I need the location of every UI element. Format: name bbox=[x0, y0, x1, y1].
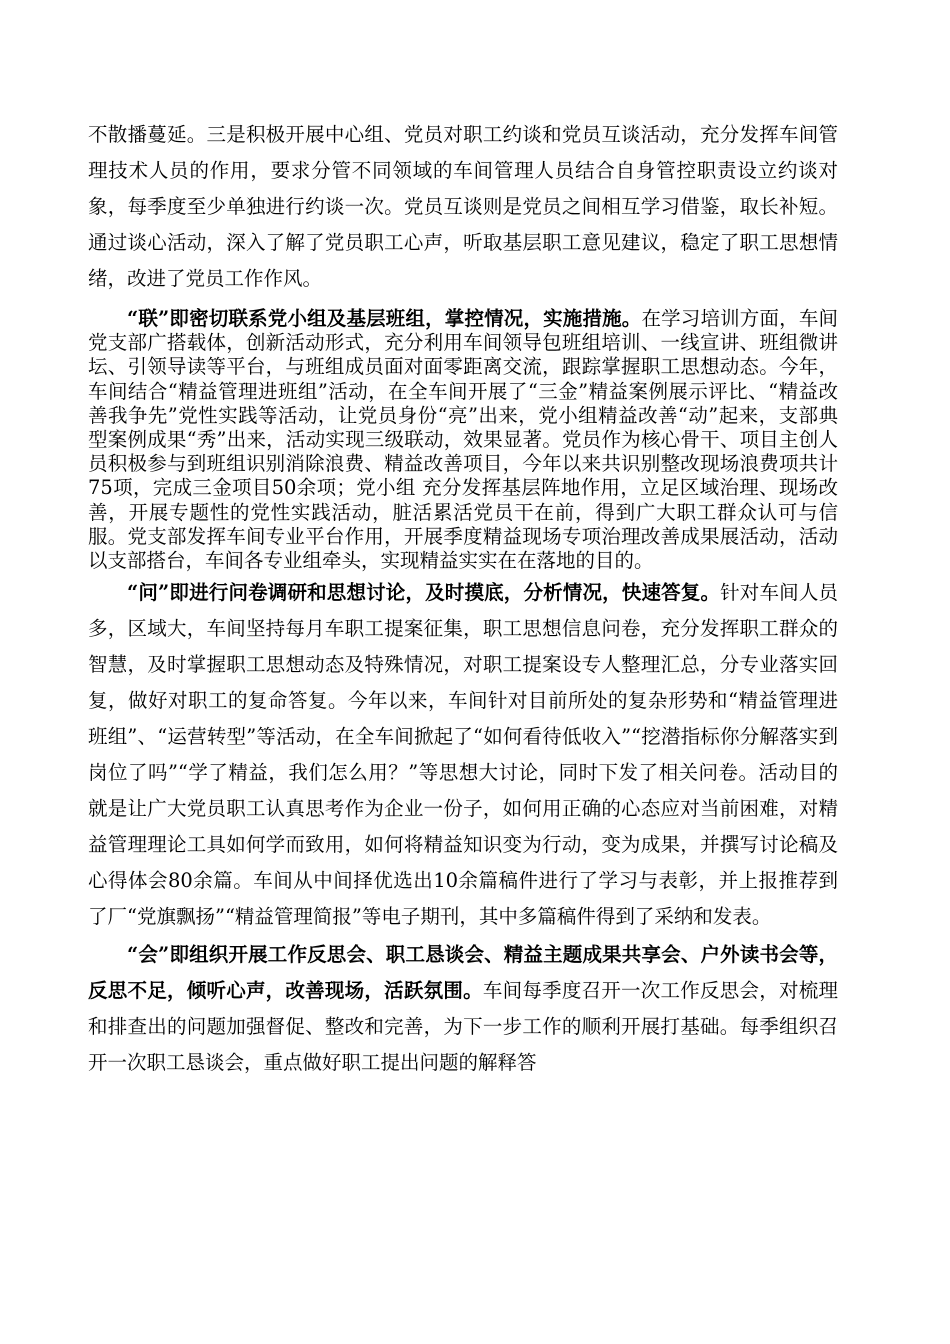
paragraph-wen bbox=[88, 575, 838, 935]
paragraph-text: 车间每季度召开一次工作反思会，对梳理和排查出的问题加强督促、整改和完善，为下一步工作的顺利开展打基础。每季组织召开一次职工恳谈会，重点做好职工提出问题的解释答 bbox=[88, 979, 838, 1075]
paragraph-lead-heading: “问”即进行问卷调研和思想讨论，及时摸底，分析情况，快速答复。 bbox=[127, 581, 721, 605]
paragraph-text: 在学习培训方面，车间党支部广搭载体，创新活动形式，充分利用车间领导包班组培训、一线宣讲、班组微讲坛、引领导读等平台，与班组成员面对面零距离交流，跟踪掌握职工思想动态。今年，车间结合“精益管理进班组”活动，在全车间开展了“三金”精益案例展示评比、“精益改善我争先”党性实践等活动，让党员身份“亮”出来，党小组精益改善“动”起来，支部典型案例成果“秀”出来，活动实现三级联动，效果显著。党员作为核心骨干、项目主创人员积极参与到班组识别消除浪费、精益改善项目，今年以来共识别整改现场浪费项共计75项，完成三金项目50余项；党小组 充分发挥基层阵地作用，立足区域治理、现场改善，开展专题性的党性实践活动，脏活累活党员干在前，得到广大职工群众认可与信服。党支部发挥车间专业平台作用，开展季度精益现场专项治理改善成果展活动，活动以支部搭台，车间各专业组牵头，实现精益实实在在落地的目的。 bbox=[88, 307, 838, 573]
paragraph-lead-heading: “会”即组织开展工作反思会、职工恳谈会、精益主题成果共享会、户外读书会等，反思不足，倾听心声，改善现场，活跃氛围。 bbox=[88, 943, 838, 1003]
paragraph-hui bbox=[88, 937, 838, 1081]
paragraph-lead-heading: “联”即密切联系党小组及基层班组，掌控情况，实施措施。 bbox=[127, 307, 642, 330]
paragraph-text: 不散播蔓延。三是积极开展中心组、党员对职工约谈和党员互谈活动，充分发挥车间管理技术人员的作用，要求分管不同领域的车间管理人员结合自身管控职责设立约谈对象，每季度至少单独进行约谈一次。党员互谈则是党员之间相互学习借鉴，取长补短。通过谈心活动，深入了解了党员职工心声，听取基层职工意见建议，稳定了职工思想情绪，改进了党员工作作风。 bbox=[88, 123, 838, 290]
paragraph-text: 针对车间人员多，区域大，车间坚持每月车职工提案征集，职工思想信息问卷，充分发挥职工群众的智慧，及时掌握职工思想动态及特殊情况，对职工提案设专人整理汇总，分专业落实回复，做好对职工的复命答复。今年以来，车间针对目前所处的复杂形势和“精益管理进班组”、“运营转型”等活动，在全车间掀起了“如何看待低收入”“挖潜指标你分解落实到岗位了吗”“学了精益，我们怎么用？”等思想大讨论，同时下发了相关问卷。活动目的就是让广大党员职工认真思考作为企业一份子，如何用正确的心态应对当前困难，对精益管理理论工具如何学而致用，如何将精益知识变为行动，变为成果，并撰写讨论稿及心得体会80余篇。车间从中间择优选出10余篇稿件进行了学习与表彰，并上报推荐到了厂“党旗飘扬”“精益管理简报”等电子期刊，其中多篇稿件得到了采纳和发表。 bbox=[88, 581, 838, 929]
paragraph-continuation bbox=[88, 117, 838, 297]
document-page bbox=[88, 117, 838, 1081]
paragraph-lian bbox=[88, 307, 838, 573]
